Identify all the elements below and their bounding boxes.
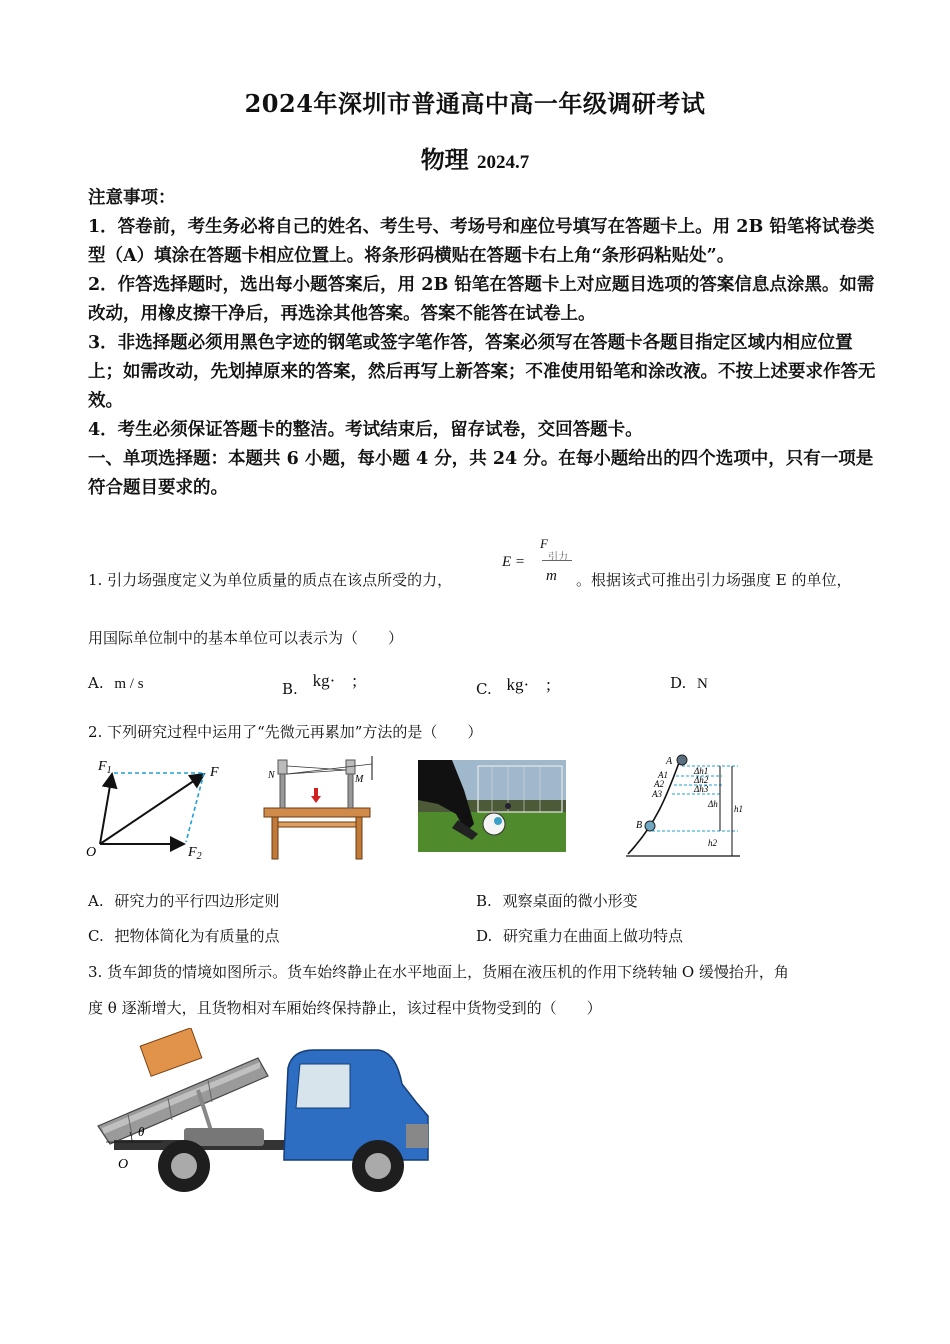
dh2-label: Δh2 <box>694 775 709 785</box>
a3-label: A3 <box>652 789 662 799</box>
cargo-box <box>140 1028 202 1076</box>
rear-hub <box>171 1153 197 1179</box>
option-text: kg· ; <box>506 675 551 694</box>
option-text: 把物体简化为有质量的点 <box>114 927 280 945</box>
q2-option-c[interactable] <box>88 925 280 946</box>
section-heading: 一、单项选择题：本题共 6 小题，每小题 4 分，共 24 分。在每小题给出的四个选项中，只有一项是符合题目要求的。 <box>88 449 874 498</box>
football-photo <box>418 760 566 852</box>
origin-label: O <box>86 845 97 860</box>
exam-date: 2024.7 <box>477 152 530 173</box>
note-item-1: 1．答卷前，考生务必将自己的姓名、考生号、考场号和座位号填写在答题卡上。用 2B 铅笔将试卷类型（A）填涂在答题卡相应位置上。将条形码横贴在答题卡右上角“条形码粘贴处”。 <box>88 217 875 266</box>
distant-player <box>505 803 511 809</box>
q1-stem-c: 用国际单位制中的基本单位可以表示为（ ） <box>88 629 404 647</box>
press-arrow-icon <box>311 788 321 803</box>
option-label: D. <box>476 927 493 945</box>
note-item-3: 3．非选择题必须用黑色字迹的钢笔或签字笔作答，答案必须写在答题卡各题目指定区域内相应位置上；如需改动，先划掉原来的答案，然后再写上新答案；不准使用铅笔和涂改液。不按上述要求作答无效。 <box>88 333 876 411</box>
option-label: C. <box>88 927 104 945</box>
notes-heading: 注意事项： <box>88 188 176 208</box>
q2-option-b[interactable] <box>476 890 638 911</box>
f1-label: $F_1$ <box>98 759 112 776</box>
table-leg-left <box>272 817 278 859</box>
option-text: m / s <box>114 676 144 692</box>
option-label: B. <box>476 892 492 910</box>
pivot-o-label: O <box>118 1157 129 1172</box>
formula-lhs: E = <box>502 554 526 570</box>
ball-b <box>645 821 655 831</box>
b-label: B <box>636 820 643 831</box>
f-label: F <box>210 765 219 780</box>
dh1-label: Δh1 <box>694 766 709 776</box>
notes-block <box>88 184 878 503</box>
option-label: D. <box>670 674 687 692</box>
q1-stem-a: 1. 引力场强度定义为单位质量的质点在该点所受的力， <box>88 571 453 589</box>
ball-patch <box>494 817 502 825</box>
a-label: A <box>666 756 673 767</box>
q1-option-c[interactable] <box>476 674 551 699</box>
mirror-stand-n <box>280 772 285 808</box>
q1-option-d[interactable] <box>670 674 708 693</box>
ball-a <box>677 755 687 765</box>
option-text: 研究力的平行四边形定则 <box>114 892 280 910</box>
fraction-bar <box>542 560 572 561</box>
option-label: A. <box>88 892 104 910</box>
f-arrow <box>100 774 204 844</box>
table-figure <box>258 756 376 862</box>
h2-label: h2 <box>708 838 717 848</box>
f1-arrow <box>100 774 112 844</box>
q2-stem: 2. 下列研究过程中运用了“先微元再累加”方法的是（ ） <box>88 723 483 741</box>
light-path-3 <box>287 764 372 774</box>
formula-numerator: F <box>540 536 548 551</box>
table-apron <box>278 822 356 827</box>
curve-gravity-figure <box>622 752 746 860</box>
q1-stem-b: 。根据该式可推出引力场强度 E 的单位， <box>576 571 852 589</box>
theta-label: θ <box>138 1124 145 1139</box>
table-top <box>264 808 370 817</box>
note-item-4: 4．考生必须保证答题卡的整洁。考试结束后，留存试卷，交回答题卡。 <box>88 420 643 440</box>
formula-denominator: m <box>546 568 557 584</box>
option-label: C. <box>476 680 492 698</box>
q2-option-a[interactable] <box>88 890 279 911</box>
curved-surface <box>628 760 680 854</box>
front-hub <box>365 1153 391 1179</box>
q2-option-d[interactable] <box>476 925 683 946</box>
table-leg-right <box>356 817 362 859</box>
a2-label: A2 <box>654 779 664 789</box>
exam-title: 2024年深圳市普通高中高一年级调研考试 <box>244 89 706 118</box>
subject-line <box>0 140 950 175</box>
option-text: 研究重力在曲面上做功特点 <box>503 927 684 945</box>
q1-formula <box>498 536 588 590</box>
mirror-stand-m <box>348 772 353 808</box>
h1-label: h1 <box>734 804 743 814</box>
mirror-n <box>278 760 287 774</box>
soccer-ball <box>483 813 505 835</box>
option-text: kg· ; <box>312 671 357 690</box>
parallelogram-figure <box>84 756 234 866</box>
option-text: N <box>697 676 708 692</box>
grille <box>406 1124 428 1148</box>
q1-option-b[interactable] <box>282 671 357 699</box>
f2-label: $F_2$ <box>188 845 202 862</box>
dh3-label: Δh3 <box>694 784 709 794</box>
formula-subscript: 引力 <box>548 552 568 563</box>
dump-truck-figure <box>88 1028 440 1198</box>
m-label: M <box>355 774 364 785</box>
subject-name: 物理 <box>420 145 469 174</box>
cab-window <box>296 1064 350 1108</box>
q3-stem-a: 3. 货车卸货的情境如图所示。货车始终静止在水平地面上，货厢在液压机的作用下绕转轴 O 缓慢抬升，角 <box>88 963 789 981</box>
option-text: 观察桌面的微小形变 <box>502 892 638 910</box>
bed-rail <box>102 1062 260 1134</box>
q3-stem-b: 度 θ 逐渐增大，且货物相对车厢始终保持静止，该过程中货物受到的（ ） <box>88 999 602 1017</box>
note-item-2: 2．作答选择题时，选出每小题答案后，用 2B 铅笔在答题卡上对应题目选项的答案信息点涂黑。如需改动，用橡皮擦干净后，再选涂其他答案。答案不能答在试卷上。 <box>88 275 875 324</box>
a1-label: A1 <box>658 770 668 780</box>
q1-option-a[interactable] <box>88 674 144 693</box>
n-label: N <box>268 770 275 781</box>
option-label: B. <box>282 680 298 698</box>
dh-label: Δh <box>708 799 718 809</box>
option-label: A. <box>88 674 104 692</box>
